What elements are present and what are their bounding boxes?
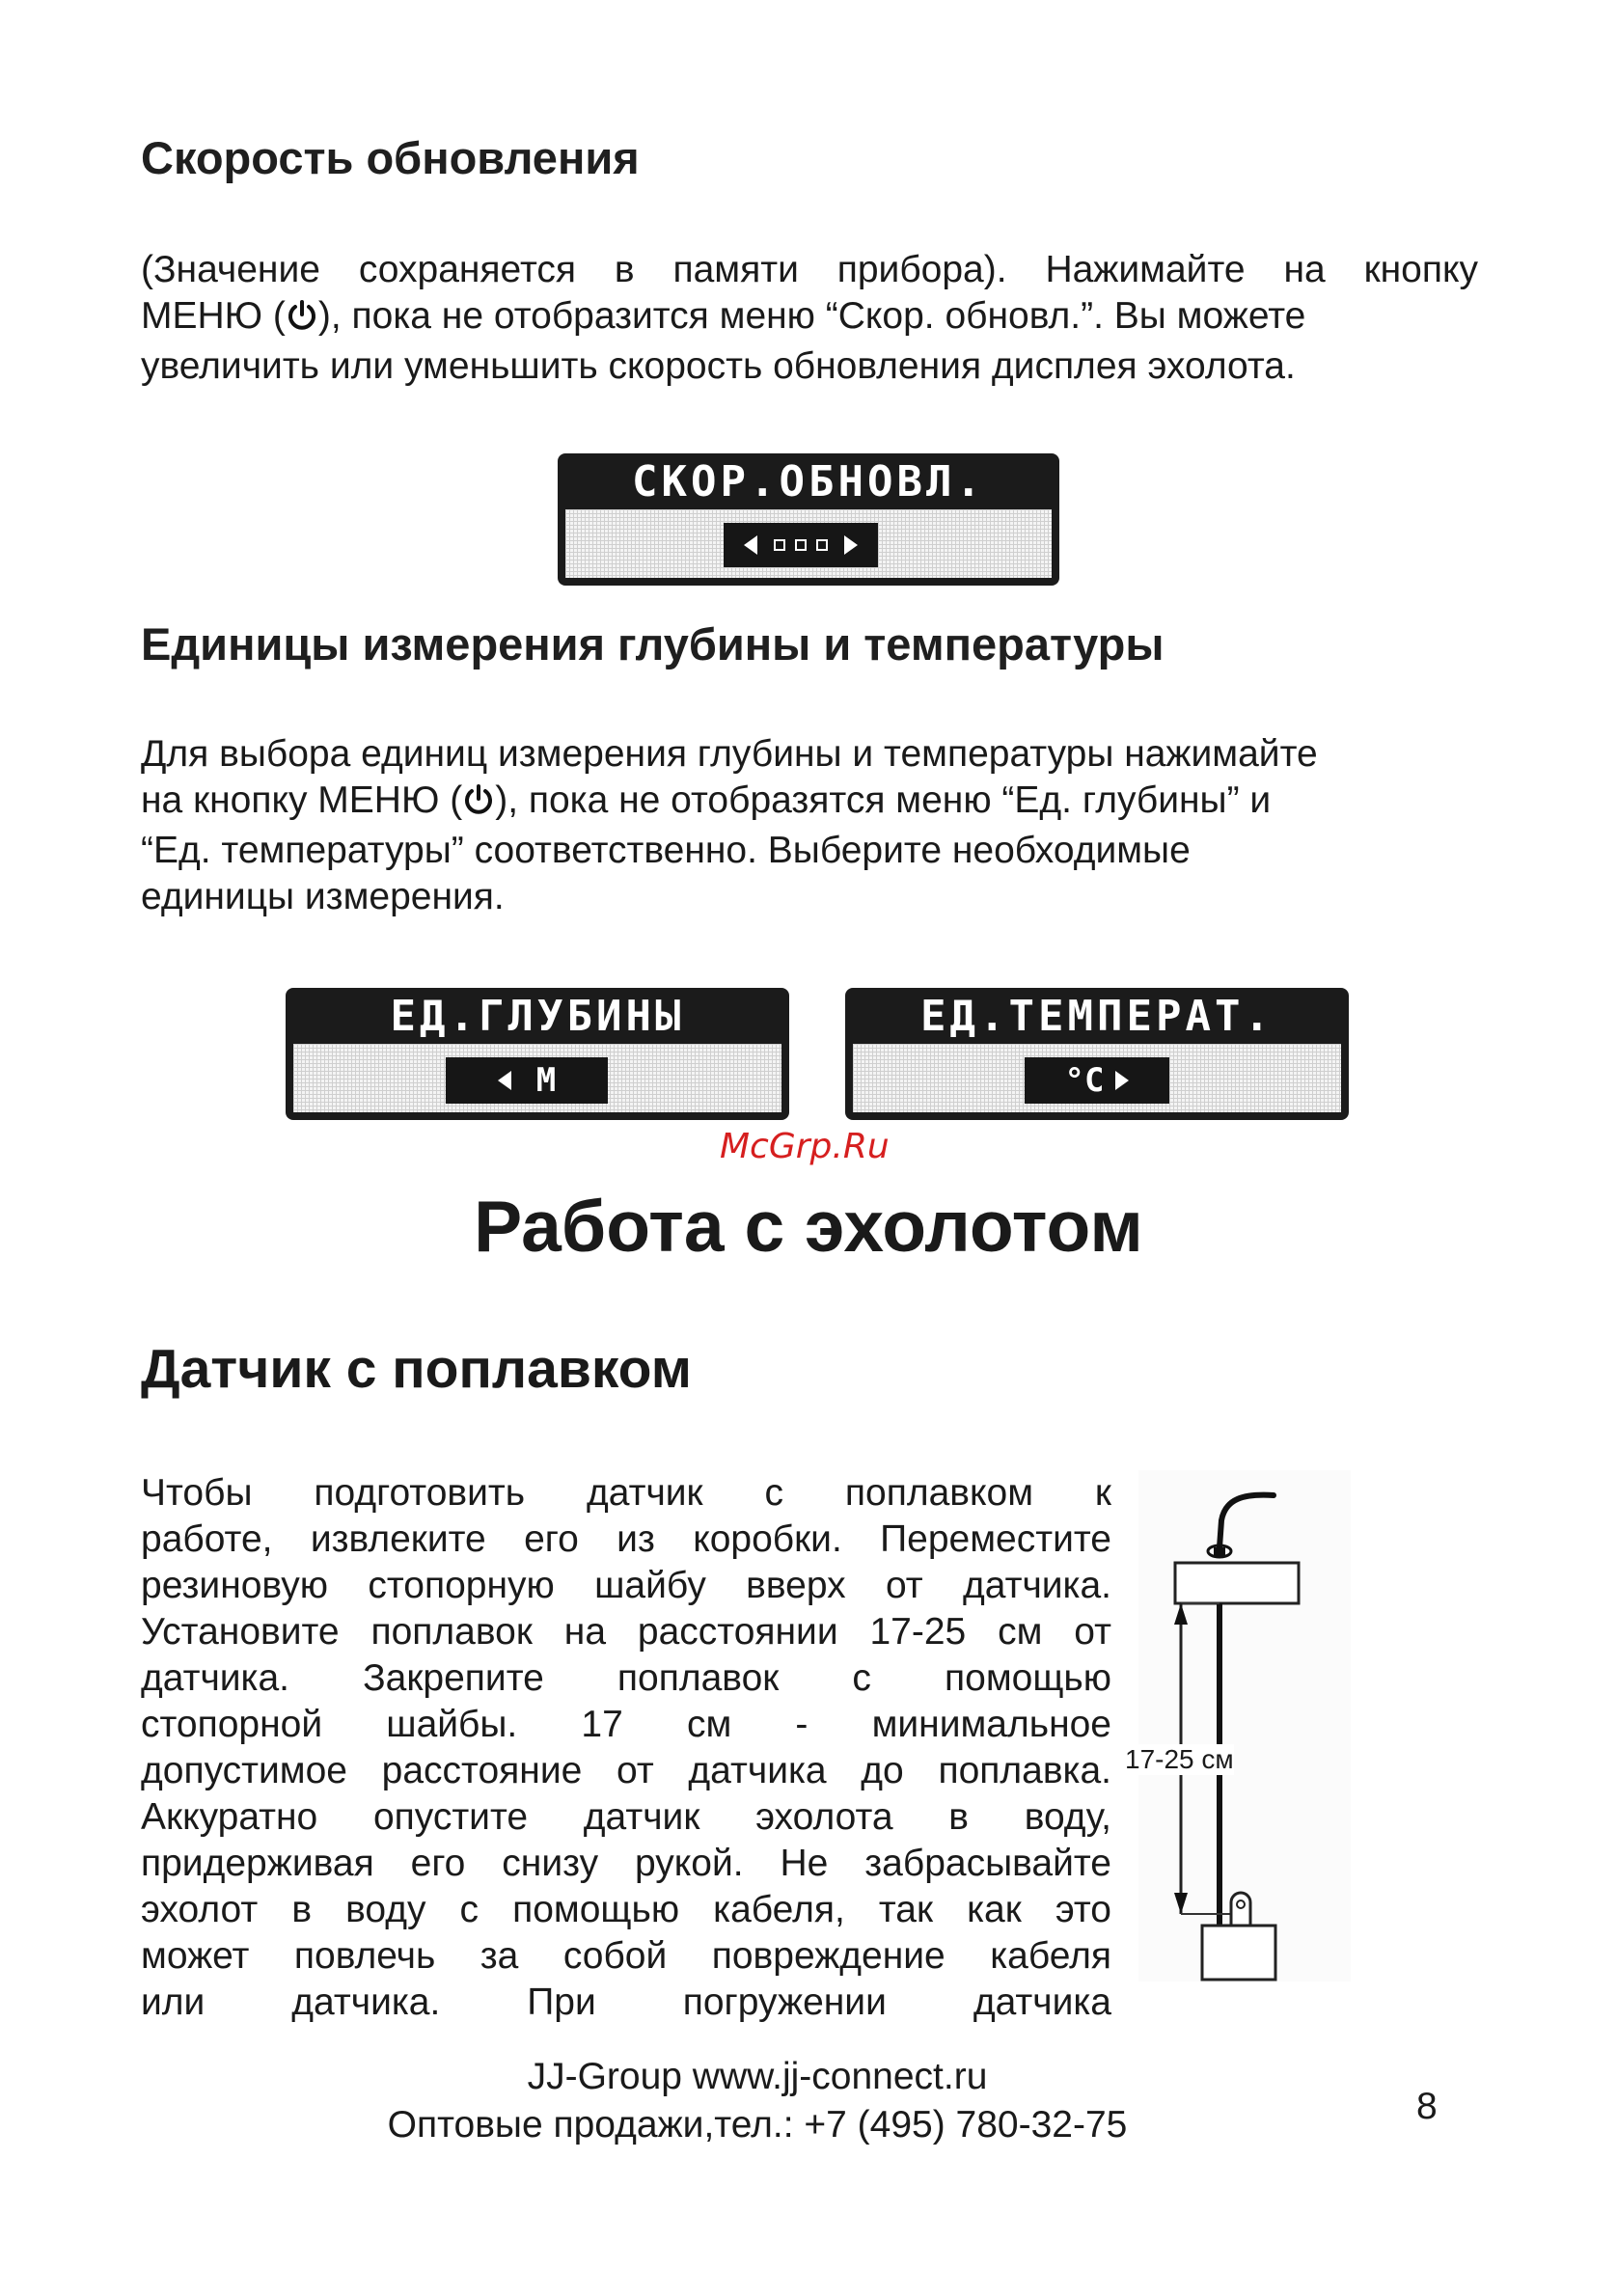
para-line: может повлечь за собой повреждение кабеля (141, 1935, 1111, 1977)
chapter-title: Работа с эхолотом (474, 1186, 1143, 1267)
power-icon (286, 297, 318, 343)
footer (0, 2053, 1515, 2149)
para-line: датчика. Закрепите поплавок с помощью (141, 1657, 1111, 1699)
para-line: придерживая его снизу рукой. Не забрасывайте (141, 1843, 1111, 1884)
arrow-left-icon (498, 1071, 511, 1090)
heading-refresh-rate: Скорость обновления (141, 132, 640, 183)
para-line (141, 778, 1478, 828)
arrow-right-icon (1115, 1071, 1129, 1090)
level-dot-icon (816, 539, 828, 551)
para-line: увеличить или уменьшить скорость обновления дисплея эхолота. (141, 345, 1296, 387)
arrow-right-icon (844, 535, 858, 555)
watermark: McGrp.Ru (720, 1127, 890, 1166)
level-dot-icon (795, 539, 807, 551)
lcd-value-text: °C (1064, 1061, 1105, 1100)
para-line: Аккуратно опустите датчик эхолота в воду, (141, 1796, 1111, 1838)
para-line: эхолот в воду с помощью кабеля, так как это (141, 1889, 1111, 1930)
para-text: ), пока не отобразится меню “Скор. обновл.”. Вы можете (317, 295, 1306, 337)
para-line: резиновую стопорную шайбу вверх от датчика. (141, 1565, 1111, 1606)
power-icon (462, 781, 495, 828)
para-line: (Значение сохраняется в памяти прибора). Нажимайте на кнопку (141, 249, 1478, 290)
para-line: Чтобы подготовить датчик с поплавком к (141, 1472, 1111, 1514)
lcd-title: СКОР.ОБНОВЛ. (632, 457, 985, 506)
lcd-refresh-rate (558, 453, 1059, 586)
para-line: стопорной шайбы. 17 см - минимальное (141, 1704, 1111, 1745)
lcd-depth-units (286, 988, 789, 1120)
lcd-title: ЕД.ТЕМПЕРАТ. (920, 992, 1274, 1041)
para-line: единицы измерения. (141, 876, 505, 917)
lcd-temperature-units (845, 988, 1349, 1120)
lcd-title: ЕД.ГЛУБИНЫ (390, 992, 685, 1041)
para-text: МЕНЮ ( (141, 295, 286, 337)
para-line: или датчика. При погружении датчика (141, 1982, 1111, 2023)
heading-float-sensor: Датчик с поплавком (141, 1338, 692, 1400)
lcd-value-depth (446, 1057, 608, 1104)
heading-units: Единицы измерения глубины и температуры (141, 618, 1165, 670)
paragraph-units (141, 731, 1478, 920)
float-sensor-diagram (1119, 1470, 1370, 1982)
footer-line-1: JJ-Group www.jj-connect.ru (527, 2056, 988, 2097)
page-number: 8 (1416, 2086, 1438, 2127)
para-line (141, 293, 1478, 343)
para-line: “Ед. температуры” соответственно. Выберите необходимые (141, 830, 1191, 871)
lcd-value-temperature (1025, 1057, 1169, 1104)
footer-line-2: Оптовые продажи,тел.: +7 (495) 780-32-75 (387, 2104, 1128, 2146)
para-text: ), пока не отобразятся меню “Ед. глубины” и (495, 779, 1272, 821)
paragraph-float (141, 1470, 1111, 2026)
para-line: допустимое расстояние от датчика до поплавка. (141, 1750, 1111, 1791)
para-line: работе, извлеките его из коробки. Переместите (141, 1518, 1111, 1560)
lcd-value-selector (724, 523, 878, 567)
paragraph-refresh (141, 247, 1478, 390)
para-line: Для выбора единиц измерения глубины и температуры нажимайте (141, 733, 1318, 775)
lcd-value-text: М (535, 1061, 557, 1100)
arrow-left-icon (744, 535, 757, 555)
para-line: Установите поплавок на расстоянии 17-25 см от (141, 1611, 1111, 1653)
level-dot-icon (774, 539, 785, 551)
para-text: на кнопку МЕНЮ ( (141, 779, 463, 821)
diagram-distance-label: 17-25 см (1125, 1744, 1234, 1774)
